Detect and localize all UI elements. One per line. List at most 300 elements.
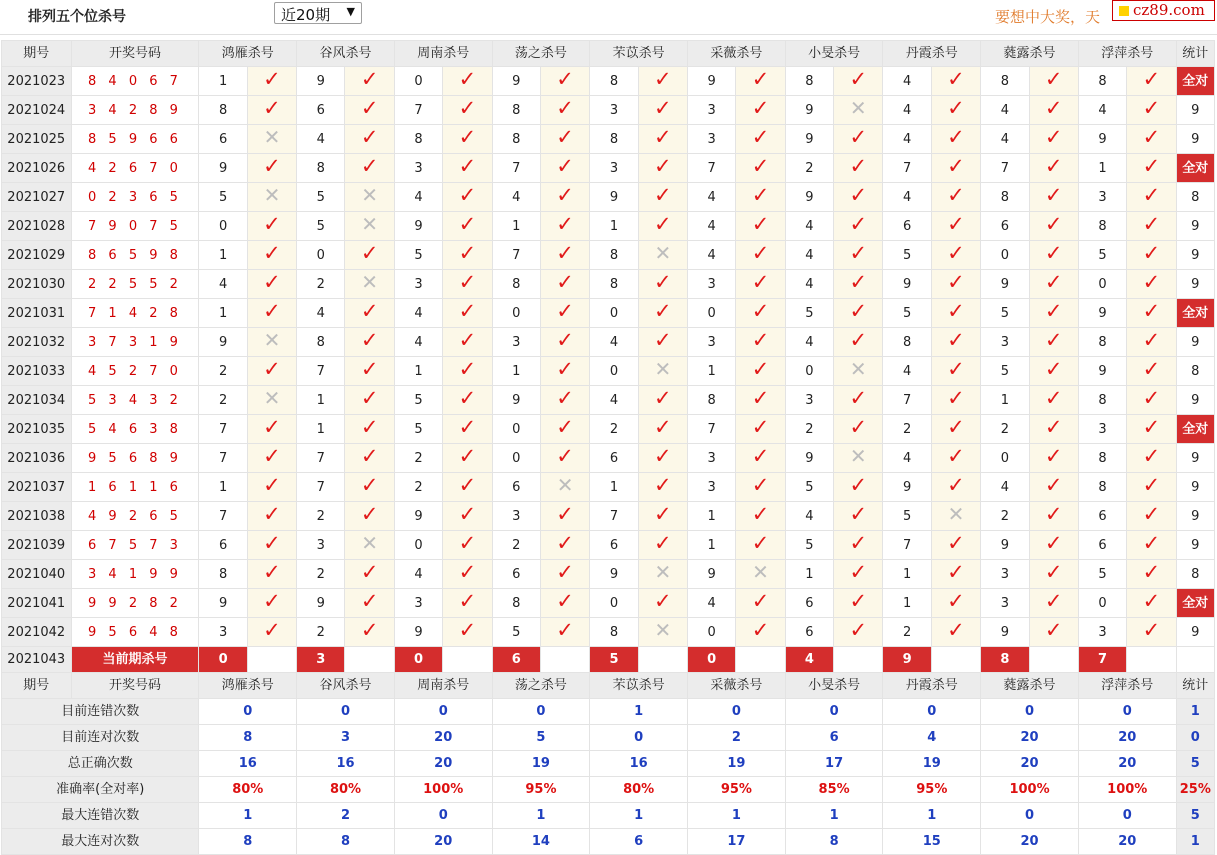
result-cell [443, 444, 492, 473]
kill-number-cell: 2 [981, 502, 1029, 531]
current-kill-number: 7 [1078, 647, 1126, 673]
result-cell [345, 299, 394, 328]
kill-number-cell: 5 [785, 299, 833, 328]
check-mark-icon: ✓ [1044, 125, 1063, 149]
check-mark-icon: ✓ [556, 241, 574, 265]
kill-number-cell: 4 [981, 473, 1029, 502]
check-mark-icon: ✓ [1044, 183, 1063, 207]
result-cell [736, 328, 785, 357]
result-cell [1029, 212, 1078, 241]
result-cell [540, 560, 589, 589]
check-mark-icon: ✓ [849, 386, 868, 410]
result-cell [834, 502, 883, 531]
check-mark-icon: ✓ [1044, 531, 1063, 555]
check-mark-icon: ✓ [1044, 502, 1063, 526]
kill-number-cell: 9 [199, 154, 247, 183]
result-cell [931, 241, 980, 270]
kill-number-cell: 4 [883, 67, 931, 96]
result-cell [1127, 328, 1176, 357]
header-expert: 谷风杀号 [297, 41, 395, 67]
cross-mark-icon: ✕ [361, 212, 379, 236]
result-cell [736, 241, 785, 270]
check-mark-icon: ✓ [263, 299, 281, 323]
summary-row [2, 751, 1215, 777]
kill-number-cell: 7 [394, 96, 442, 125]
cross-mark-icon: ✕ [263, 183, 281, 207]
result-cell [1127, 96, 1176, 125]
result-cell [247, 154, 296, 183]
check-mark-icon: ✓ [947, 125, 965, 149]
issue-cell: 2021028 [2, 212, 72, 241]
cross-mark-icon: ✕ [361, 531, 379, 555]
check-mark-icon: ✓ [360, 502, 379, 526]
result-cell [1029, 531, 1078, 560]
summary-value: 0 [394, 803, 492, 829]
top-bar [0, 0, 1217, 35]
check-mark-icon: ✓ [1142, 618, 1161, 642]
result-cell [736, 444, 785, 473]
check-mark-icon: ✓ [1044, 473, 1063, 497]
summary-stat: 1 [1176, 699, 1214, 725]
result-cell [931, 183, 980, 212]
check-mark-icon: ✓ [849, 125, 868, 149]
check-mark-icon: ✓ [947, 183, 965, 207]
table-row [2, 241, 1215, 270]
result-cell [443, 560, 492, 589]
summary-value: 0 [1078, 699, 1176, 725]
header-draw: 开奖号码 [71, 673, 199, 699]
draw-number-cell: 2 2 5 5 2 [71, 270, 199, 299]
kill-number-cell: 7 [297, 357, 345, 386]
result-cell [638, 154, 687, 183]
check-mark-icon: ✓ [360, 415, 379, 439]
issue-cell: 2021036 [2, 444, 72, 473]
table-row [2, 328, 1215, 357]
header-expert: 浮萍杀号 [1078, 41, 1176, 67]
result-cell [834, 531, 883, 560]
check-mark-icon: ✓ [1142, 96, 1161, 120]
result-cell [638, 241, 687, 270]
current-kill-blank [1127, 647, 1176, 673]
header-stat: 统计 [1176, 673, 1214, 699]
stat-cell: 9 [1176, 96, 1214, 125]
check-mark-icon: ✓ [556, 531, 574, 555]
check-mark-icon: ✓ [1044, 96, 1063, 120]
result-cell [638, 299, 687, 328]
check-mark-icon: ✓ [458, 357, 477, 381]
result-cell [345, 589, 394, 618]
kill-number-cell: 6 [199, 531, 247, 560]
kill-number-cell: 8 [590, 270, 638, 299]
result-cell [247, 96, 296, 125]
result-cell [931, 357, 980, 386]
kill-number-cell: 0 [590, 357, 638, 386]
check-mark-icon: ✓ [751, 386, 770, 410]
check-mark-icon: ✓ [1142, 299, 1161, 323]
kill-number-cell: 0 [688, 618, 736, 647]
check-mark-icon: ✓ [1044, 154, 1063, 178]
table-row [2, 502, 1215, 531]
check-mark-icon: ✓ [654, 125, 672, 149]
kill-number-cell: 0 [492, 444, 540, 473]
kill-number-cell: 8 [1078, 444, 1126, 473]
kill-number-cell: 4 [394, 183, 442, 212]
stat-cell: 9 [1176, 473, 1214, 502]
check-mark-icon: ✓ [1142, 67, 1161, 91]
kill-number-cell: 1 [492, 357, 540, 386]
table-row [2, 183, 1215, 212]
current-kill-number: 4 [785, 647, 833, 673]
result-cell [736, 299, 785, 328]
stat-cell: 全对 [1176, 299, 1214, 328]
summary-value: 0 [785, 699, 883, 725]
check-mark-icon: ✓ [947, 67, 965, 91]
summary-value: 1 [199, 803, 297, 829]
summary-value: 0 [394, 699, 492, 725]
check-mark-icon: ✓ [556, 502, 574, 526]
check-mark-icon: ✓ [556, 212, 574, 236]
draw-number-cell: 4 2 6 7 0 [71, 154, 199, 183]
kill-number-cell: 5 [394, 415, 442, 444]
result-cell [736, 386, 785, 415]
result-cell [247, 618, 296, 647]
logo-text: cz89.com [1133, 1, 1205, 19]
kill-number-cell: 9 [981, 270, 1029, 299]
summary-value: 20 [394, 725, 492, 751]
summary-value: 1 [492, 803, 590, 829]
kill-number-cell: 3 [394, 589, 442, 618]
check-mark-icon: ✓ [458, 183, 477, 207]
cross-mark-icon: ✕ [654, 560, 672, 584]
kill-number-cell: 2 [394, 444, 442, 473]
kill-number-cell: 8 [394, 125, 442, 154]
kill-number-cell: 5 [981, 299, 1029, 328]
kill-number-cell: 8 [199, 560, 247, 589]
kill-number-cell: 7 [688, 154, 736, 183]
result-cell [1127, 560, 1176, 589]
kill-number-cell: 7 [883, 386, 931, 415]
kill-number-cell: 2 [199, 357, 247, 386]
kill-number-cell: 4 [688, 212, 736, 241]
kill-number-cell: 9 [199, 589, 247, 618]
result-cell [247, 241, 296, 270]
kill-number-cell: 1 [590, 473, 638, 502]
kill-number-cell: 0 [1078, 270, 1126, 299]
kill-number-cell: 9 [688, 560, 736, 589]
kill-number-cell: 3 [688, 96, 736, 125]
check-mark-icon: ✓ [1142, 386, 1161, 410]
result-cell [638, 473, 687, 502]
check-mark-icon: ✓ [360, 386, 379, 410]
summary-value: 8 [785, 829, 883, 855]
check-mark-icon: ✓ [360, 125, 379, 149]
table-row [2, 67, 1215, 96]
result-cell [540, 589, 589, 618]
result-cell [247, 299, 296, 328]
result-cell [443, 241, 492, 270]
check-mark-icon: ✓ [263, 560, 281, 584]
table-row [2, 125, 1215, 154]
table-row [2, 386, 1215, 415]
current-kill-blank [834, 647, 883, 673]
result-cell [931, 212, 980, 241]
check-mark-icon: ✓ [751, 241, 770, 265]
slogan-text: 要想中大奖，天 [995, 8, 1101, 26]
kill-number-cell: 9 [394, 618, 442, 647]
check-mark-icon: ✓ [1142, 444, 1161, 468]
check-mark-icon: ✓ [458, 415, 477, 439]
kill-number-cell: 0 [297, 241, 345, 270]
kill-number-cell: 8 [492, 589, 540, 618]
kill-number-cell: 4 [492, 183, 540, 212]
result-cell [1029, 125, 1078, 154]
kill-number-cell: 4 [297, 125, 345, 154]
kill-number-cell: 9 [883, 270, 931, 299]
draw-number-cell: 7 9 0 7 5 [71, 212, 199, 241]
kill-number-cell: 5 [785, 531, 833, 560]
kill-number-cell: 3 [688, 444, 736, 473]
header-issue: 期号 [2, 673, 72, 699]
check-mark-icon: ✓ [654, 270, 672, 294]
check-mark-icon: ✓ [263, 589, 281, 613]
result-cell [736, 212, 785, 241]
stat-cell: 9 [1176, 125, 1214, 154]
kill-number-cell: 8 [785, 67, 833, 96]
result-cell [931, 618, 980, 647]
kill-number-cell: 8 [590, 241, 638, 270]
summary-row [2, 803, 1215, 829]
kill-number-cell: 8 [1078, 67, 1126, 96]
result-cell [931, 444, 980, 473]
kill-number-cell: 4 [883, 357, 931, 386]
summary-value: 20 [394, 751, 492, 777]
result-cell [931, 125, 980, 154]
header-expert: 荡之杀号 [492, 41, 590, 67]
check-mark-icon: ✓ [263, 502, 281, 526]
result-cell [736, 125, 785, 154]
check-mark-icon: ✓ [1142, 328, 1161, 352]
result-cell [345, 96, 394, 125]
result-cell [1127, 125, 1176, 154]
result-cell [345, 241, 394, 270]
result-cell [1127, 212, 1176, 241]
current-kill-blank [736, 647, 785, 673]
result-cell [834, 618, 883, 647]
header-expert: 丹霞杀号 [883, 673, 981, 699]
period-select[interactable] [274, 2, 362, 24]
result-cell [638, 357, 687, 386]
check-mark-icon: ✓ [458, 473, 477, 497]
kill-number-cell: 5 [883, 241, 931, 270]
result-cell [1029, 241, 1078, 270]
draw-number-cell: 3 4 1 9 9 [71, 560, 199, 589]
result-cell [736, 270, 785, 299]
result-cell [345, 328, 394, 357]
check-mark-icon: ✓ [849, 154, 868, 178]
check-mark-icon: ✓ [1142, 502, 1161, 526]
summary-value: 2 [297, 803, 395, 829]
kill-number-cell: 4 [688, 589, 736, 618]
result-cell [638, 125, 687, 154]
kill-number-cell: 1 [199, 67, 247, 96]
summary-value: 95% [688, 777, 786, 803]
result-cell [736, 560, 785, 589]
result-cell [834, 96, 883, 125]
check-mark-icon: ✓ [849, 473, 868, 497]
kill-number-cell: 6 [492, 560, 540, 589]
check-mark-icon: ✓ [1044, 589, 1063, 613]
cross-mark-icon: ✕ [849, 357, 867, 381]
kill-number-cell: 0 [688, 299, 736, 328]
result-cell [638, 531, 687, 560]
summary-value: 16 [199, 751, 297, 777]
check-mark-icon: ✓ [360, 444, 379, 468]
result-cell [540, 96, 589, 125]
check-mark-icon: ✓ [947, 96, 965, 120]
check-mark-icon: ✓ [1142, 125, 1161, 149]
summary-value: 0 [1078, 803, 1176, 829]
summary-value: 20 [1078, 725, 1176, 751]
kill-number-cell: 8 [1078, 212, 1126, 241]
kill-number-cell: 3 [785, 386, 833, 415]
result-cell [1029, 618, 1078, 647]
issue-cell: 2021033 [2, 357, 72, 386]
kill-number-cell: 4 [688, 183, 736, 212]
header-expert: 芣苡杀号 [590, 41, 688, 67]
check-mark-icon: ✓ [654, 444, 672, 468]
check-mark-icon: ✓ [947, 473, 965, 497]
kill-number-cell: 8 [1078, 328, 1126, 357]
result-cell [638, 560, 687, 589]
result-cell [1127, 357, 1176, 386]
site-logo[interactable] [1112, 0, 1215, 21]
result-cell [345, 386, 394, 415]
result-cell [736, 96, 785, 125]
check-mark-icon: ✓ [263, 357, 281, 381]
result-cell [443, 618, 492, 647]
check-mark-icon: ✓ [458, 444, 477, 468]
result-cell [247, 502, 296, 531]
check-mark-icon: ✓ [360, 154, 379, 178]
result-cell [834, 154, 883, 183]
check-mark-icon: ✓ [849, 299, 868, 323]
draw-number-cell: 8 6 5 9 8 [71, 241, 199, 270]
current-kill-number: 0 [688, 647, 736, 673]
result-cell [540, 67, 589, 96]
header-row [2, 673, 1215, 699]
header-issue: 期号 [2, 41, 72, 67]
stat-cell: 8 [1176, 357, 1214, 386]
result-cell [1029, 589, 1078, 618]
kill-number-cell: 2 [590, 415, 638, 444]
result-cell [931, 270, 980, 299]
check-mark-icon: ✓ [947, 270, 965, 294]
cross-mark-icon: ✕ [361, 270, 379, 294]
check-mark-icon: ✓ [947, 415, 965, 439]
result-cell [345, 415, 394, 444]
check-mark-icon: ✓ [751, 154, 770, 178]
kill-number-cell: 7 [590, 502, 638, 531]
kill-number-cell: 8 [688, 386, 736, 415]
cross-mark-icon: ✕ [947, 502, 965, 526]
kill-number-cell: 9 [297, 589, 345, 618]
kill-number-cell: 1 [199, 299, 247, 328]
header-expert: 鸿雁杀号 [199, 41, 297, 67]
kill-number-cell: 5 [1078, 560, 1126, 589]
check-mark-icon: ✓ [1044, 618, 1063, 642]
header-expert: 丹霞杀号 [883, 41, 981, 67]
kill-number-cell: 0 [394, 531, 442, 560]
result-cell [931, 415, 980, 444]
summary-value: 20 [981, 725, 1079, 751]
summary-value: 100% [1078, 777, 1176, 803]
summary-value: 20 [1078, 751, 1176, 777]
check-mark-icon: ✓ [1142, 531, 1161, 555]
result-cell [638, 502, 687, 531]
kill-number-cell: 2 [883, 618, 931, 647]
header-stat: 统计 [1176, 41, 1214, 67]
check-mark-icon: ✓ [751, 67, 770, 91]
check-mark-icon: ✓ [360, 328, 379, 352]
summary-value: 8 [199, 829, 297, 855]
kill-number-cell: 1 [785, 560, 833, 589]
summary-row [2, 829, 1215, 855]
check-mark-icon: ✓ [1142, 560, 1161, 584]
table-row [2, 96, 1215, 125]
kill-number-cell: 9 [297, 67, 345, 96]
issue-cell: 2021032 [2, 328, 72, 357]
check-mark-icon: ✓ [263, 96, 281, 120]
result-cell [1127, 618, 1176, 647]
check-mark-icon: ✓ [458, 386, 477, 410]
draw-number-cell: 4 9 2 6 5 [71, 502, 199, 531]
result-cell [247, 328, 296, 357]
kill-number-cell: 1 [199, 473, 247, 502]
check-mark-icon: ✓ [458, 531, 477, 555]
kill-number-cell: 9 [785, 125, 833, 154]
check-mark-icon: ✓ [751, 357, 770, 381]
result-cell [540, 531, 589, 560]
kill-number-cell: 8 [590, 618, 638, 647]
summary-label: 准确率(全对率) [2, 777, 199, 803]
kill-number-cell: 6 [199, 125, 247, 154]
kill-number-cell: 2 [981, 415, 1029, 444]
check-mark-icon: ✓ [947, 328, 965, 352]
check-mark-icon: ✓ [556, 183, 574, 207]
check-mark-icon: ✓ [751, 96, 770, 120]
summary-value: 20 [394, 829, 492, 855]
result-cell [931, 560, 980, 589]
stat-cell: 9 [1176, 212, 1214, 241]
result-cell [834, 357, 883, 386]
kill-number-table [1, 40, 1215, 855]
summary-stat: 5 [1176, 803, 1214, 829]
check-mark-icon: ✓ [360, 589, 379, 613]
summary-value: 17 [688, 829, 786, 855]
result-cell [736, 357, 785, 386]
check-mark-icon: ✓ [1142, 473, 1161, 497]
check-mark-icon: ✓ [360, 299, 379, 323]
check-mark-icon: ✓ [1044, 386, 1063, 410]
result-cell [247, 415, 296, 444]
result-cell [345, 212, 394, 241]
result-cell [1029, 502, 1078, 531]
check-mark-icon: ✓ [360, 473, 379, 497]
kill-number-cell: 2 [785, 154, 833, 183]
header-expert: 谷风杀号 [297, 673, 395, 699]
stat-cell: 9 [1176, 618, 1214, 647]
result-cell [931, 386, 980, 415]
